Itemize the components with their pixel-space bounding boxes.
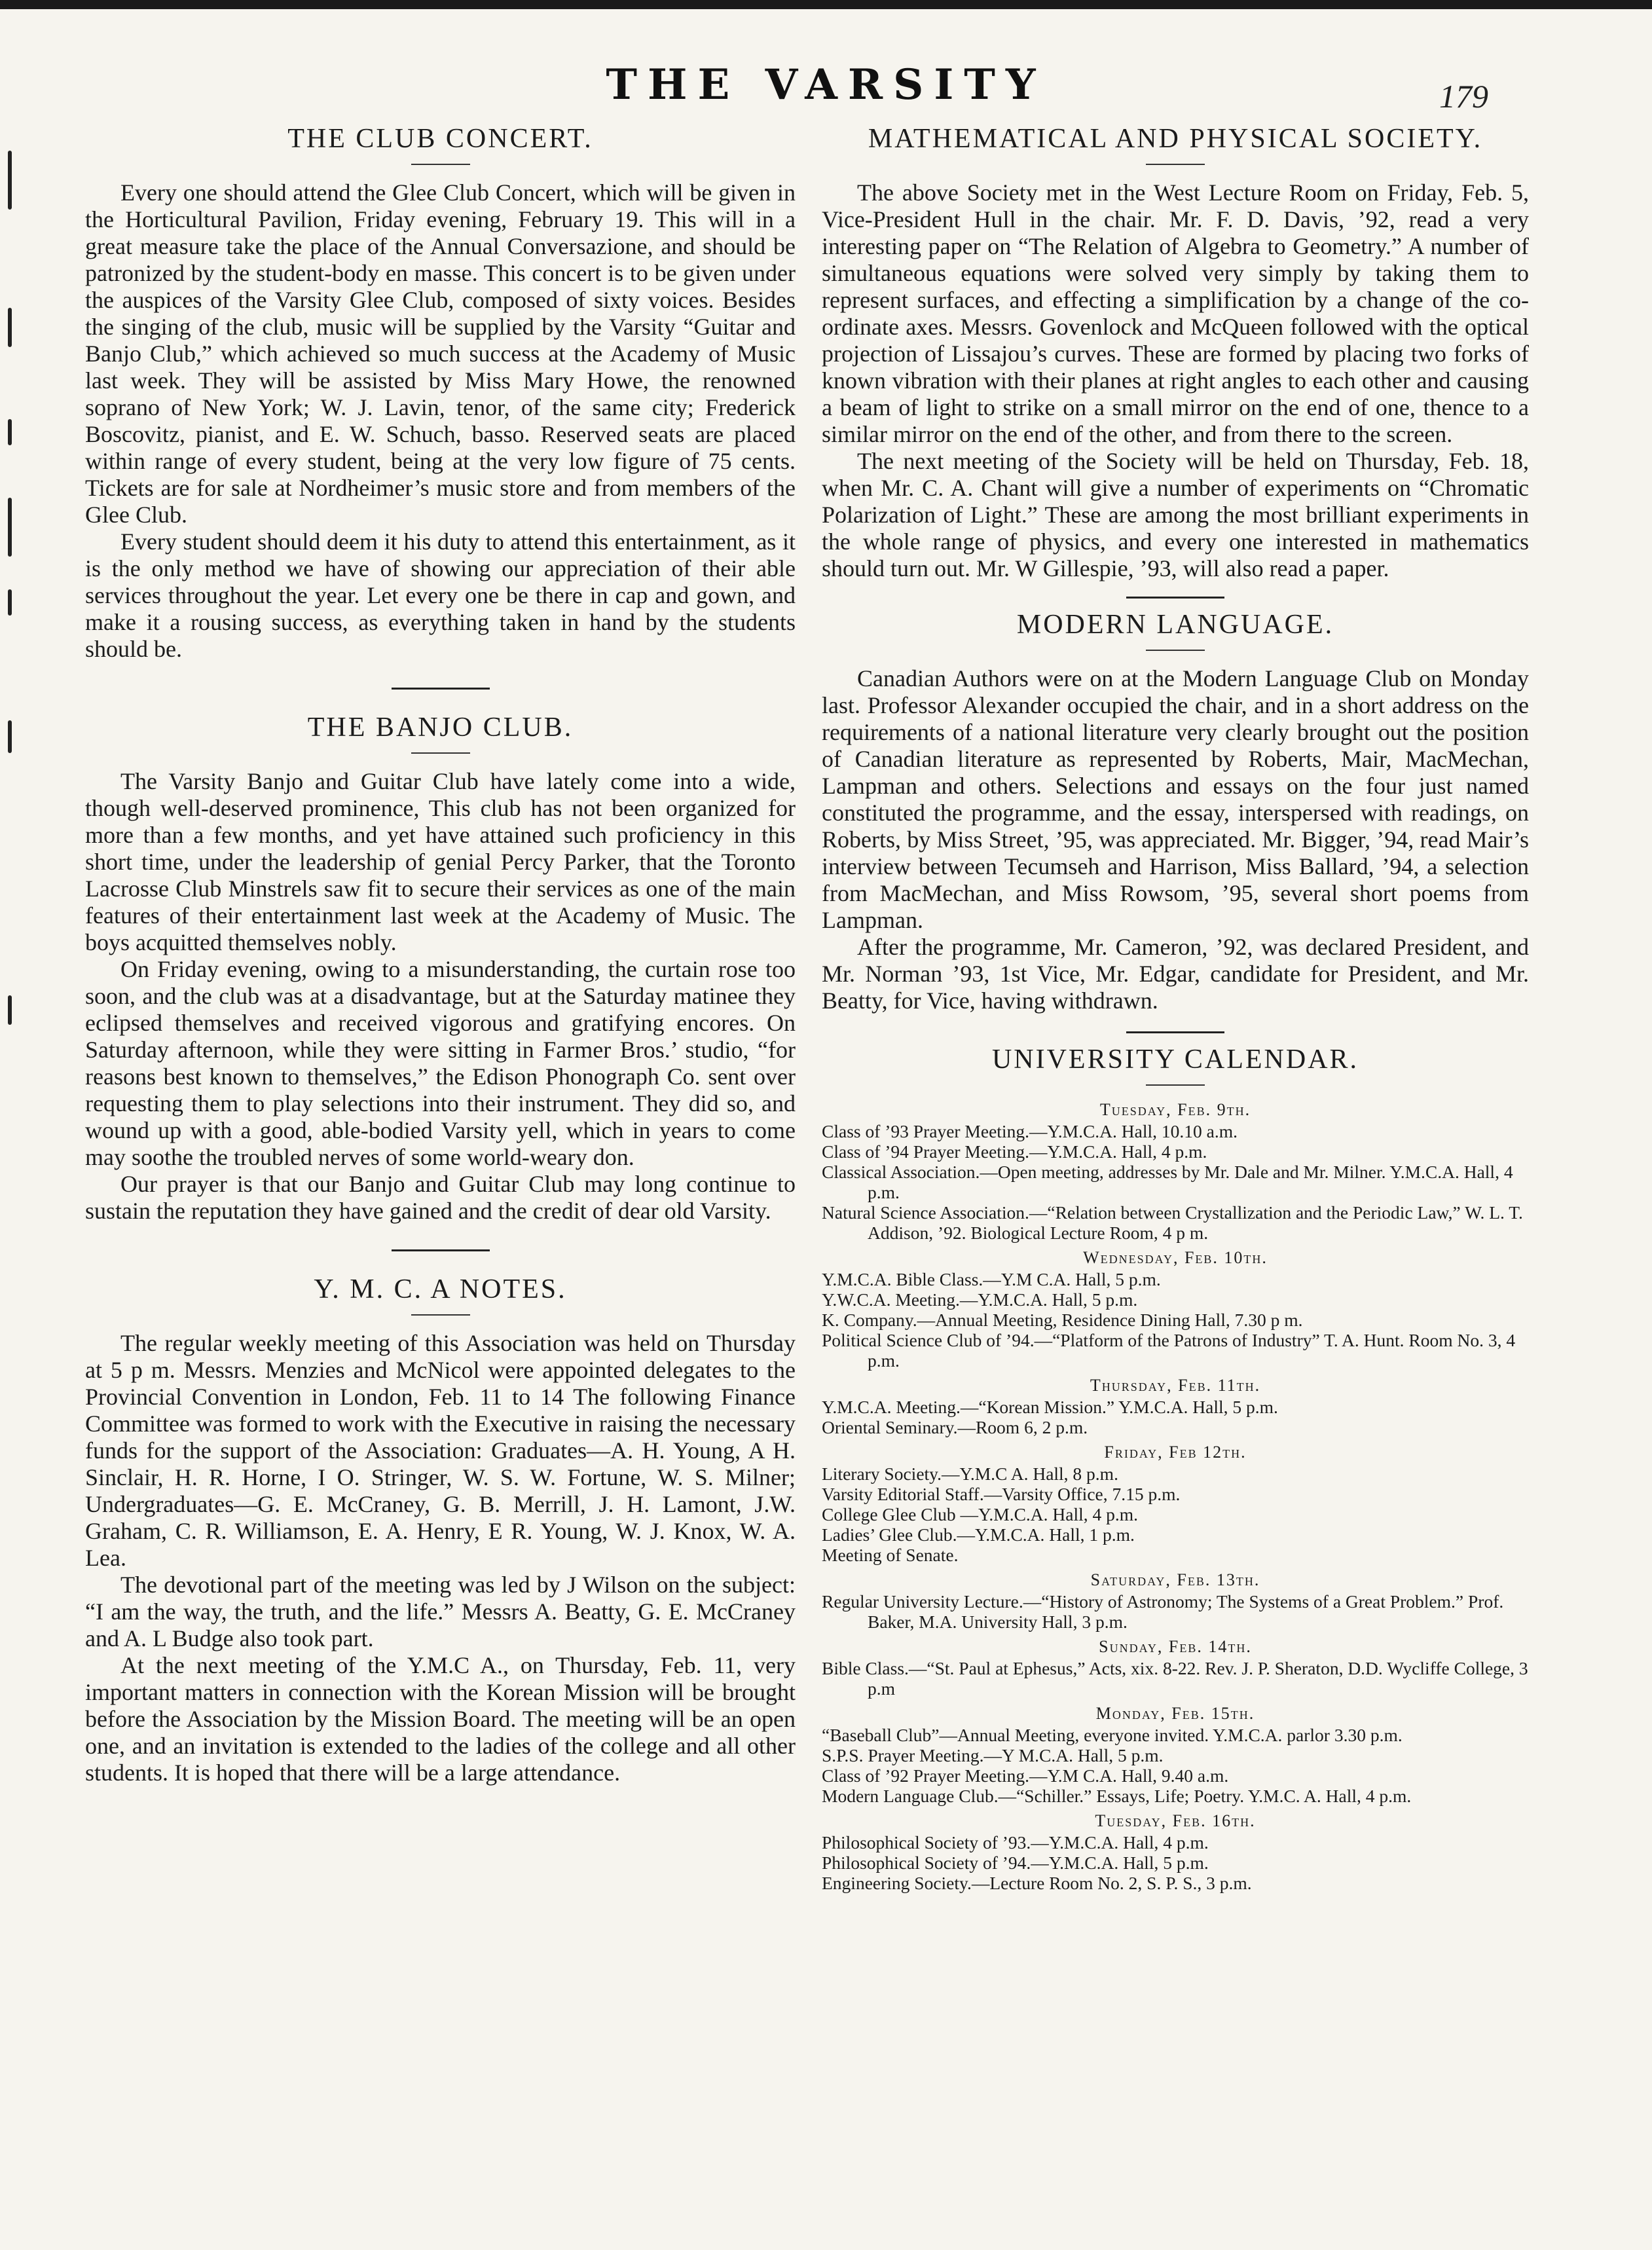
calendar-entry: Class of ’94 Prayer Meeting.—Y.M.C.A. Hall, 4 p.m. bbox=[822, 1141, 1207, 1162]
calendar-day-label: Thursday, Feb. 11th. bbox=[1090, 1376, 1261, 1395]
calendar-entry: Oriental Seminary.—Room 6, 2 p.m. bbox=[822, 1417, 1088, 1437]
calendar-day-label: Saturday, Feb. 13th. bbox=[1090, 1570, 1260, 1589]
calendar-entry: Engineering Society.—Lecture Room No. 2, S. P. S., 3 p.m. bbox=[822, 1873, 1252, 1893]
page-gutter-marks bbox=[0, 0, 46, 2250]
article-paragraph: Canadian Authors were on at the Modern Language Club on Monday last. Professor Alexander occupied the chair, and in a short address on the requirements of a national literature very clearly brought out the position of Canadian literature as represented by Roberts, Mair, MacMechan, Lampman and others. Selections and essays on the four just named constituted the programme, and the essay, interspersed with readings, on Roberts, by Miss Street, ’95, was appreciated. Mr. Bigger, ’94, read Mair’s interview between Tecumseh and Harrison, Miss Ballard, ’94, a selection from MacMechan, and Miss Rowsom, ’95, several short poems from Lampman. bbox=[822, 665, 1529, 933]
calendar-entry: Y.M.C.A. Bible Class.—Y.M C.A. Hall, 5 p.m. bbox=[822, 1269, 1161, 1289]
article-paragraph: The next meeting of the Society will be held on Thursday, Feb. 18, when Mr. C. A. Chant will give a number of experiments on “Chromatic Polarization of Light.” These are among the most brilliant experiments in the whole range of physics, and every one interested in mathematics should turn out. Mr. W Gillespie, ’93, will also read a paper. bbox=[822, 448, 1529, 581]
calendar-entry: Literary Society.—Y.M.C A. Hall, 8 p.m. bbox=[822, 1464, 1118, 1484]
calendar-day-label: Monday, Feb. 15th. bbox=[1095, 1704, 1255, 1723]
article-paragraph: The above Society met in the West Lecture Room on Friday, Feb. 5, Vice-President Hull in the chair. Mr. F. D. Davis, ’92, read a very interesting paper on “The Relation of Algebra to Geometry.” A number of simultaneous equations were solved very simply by taking them to represent surfaces, and effecting a simplification by a change of the co-ordinate axes. Messrs. Govenlock and McQueen followed with the optical projection of Lissajou’s curves. These are formed by placing two forks of known vibration with their planes at right angles to each other and causing a beam of light to strike on a small mirror on the end of one, thence to a similar mirror on the end of the other, and from there to the screen. bbox=[822, 179, 1529, 447]
article-paragraph: At the next meeting of the Y.M.C A., on Thursday, Feb. 11, very important matters in connection with the Korean Mission will be brought before the Association by the Mission Board. The meeting will be an open one, and an invitation is extended to the ladies of the college and all other students. It is hoped that there will be a large attendance. bbox=[85, 1652, 796, 1786]
article-paragraph: Our prayer is that our Banjo and Guitar Club may long continue to sustain the reputation they have gained and the credit of dear old Varsity. bbox=[85, 1171, 796, 1224]
article-heading: THE BANJO CLUB. bbox=[85, 712, 796, 754]
section-divider bbox=[392, 688, 490, 690]
section-divider bbox=[1126, 597, 1224, 599]
calendar-day-label: Wednesday, Feb. 10th. bbox=[1083, 1248, 1268, 1267]
calendar-entry: Natural Science Association.—“Relation between Crystallization and the Periodic Law,” W. L. T. Addison, ’92. Biological Lecture Room, 4 p m. bbox=[822, 1202, 1523, 1243]
calendar-entry: Class of ’93 Prayer Meeting.—Y.M.C.A. Hall, 10.10 a.m. bbox=[822, 1121, 1238, 1141]
calendar-entry: Class of ’92 Prayer Meeting.—Y.M C.A. Hall, 9.40 a.m. bbox=[822, 1765, 1229, 1786]
article-club-concert bbox=[85, 123, 796, 663]
calendar-entry: Meeting of Senate. bbox=[822, 1545, 959, 1565]
calendar-entry: Regular University Lecture.—“History of Astronomy; The Systems of a Great Problem.” Prof. Baker, M.A. University Hall, 3 p.m. bbox=[822, 1591, 1504, 1632]
article-paragraph: After the programme, Mr. Cameron, ’92, was declared President, and Mr. Norman ’93, 1st Vice, Mr. Edgar, candidate for President, and Mr. Beatty, for Vice, having withdrawn. bbox=[822, 934, 1529, 1014]
article-heading: THE CLUB CONCERT. bbox=[85, 123, 796, 165]
article-paragraph: The Varsity Banjo and Guitar Club have lately come into a wide, though well-deserved prominence, This club has not been organized for more than a few months, and yet have attained such proficiency in this short time, under the leadership of genial Percy Parker, that the Toronto Lacrosse Club Minstrels saw fit to secure their services as one of the main features of their entertainment last week at the Academy of Music. The boys acquitted themselves nobly. bbox=[85, 768, 796, 955]
calendar-entry: Ladies’ Glee Club.—Y.M.C.A. Hall, 1 p.m. bbox=[822, 1524, 1135, 1545]
calendar-day-label: Friday, Feb 12th. bbox=[1104, 1443, 1247, 1462]
calendar-entry: Modern Language Club.—“Schiller.” Essays, Life; Poetry. Y.M.C. A. Hall, 4 p.m. bbox=[822, 1786, 1412, 1806]
section-divider bbox=[1126, 1031, 1224, 1033]
article-paragraph: Every student should deem it his duty to attend this entertainment, as it is the only method we have of showing our appreciation of their able services throughout the year. Let every one be there in cap and gown, and make it a rousing success, as everything taken in hand by the students should be. bbox=[85, 528, 796, 662]
calendar-day-label: Sunday, Feb. 14th. bbox=[1099, 1637, 1252, 1656]
calendar-entry: College Glee Club —Y.M.C.A. Hall, 4 p.m. bbox=[822, 1504, 1139, 1524]
calendar-entry: Varsity Editorial Staff.—Varsity Office, 7.15 p.m. bbox=[822, 1484, 1181, 1504]
article-heading: MODERN LANGUAGE. bbox=[822, 609, 1529, 651]
article-mathematical-society bbox=[822, 123, 1529, 582]
calendar-entry: K. Company.—Annual Meeting, Residence Dining Hall, 7.30 p m. bbox=[822, 1310, 1303, 1330]
calendar-entry: S.P.S. Prayer Meeting.—Y M.C.A. Hall, 5 p.m. bbox=[822, 1745, 1164, 1765]
article-paragraph: The regular weekly meeting of this Association was held on Thursday at 5 p m. Messrs. Menzies and McNicol were appointed delegates to the Provincial Convention in London, Feb. 11 to 14 The following Finance Committee was formed to work with the Executive in raising the necessary funds for the support of the Association: Graduates—A. H. Young, A H. Sinclair, H. R. Horne, I O. Stringer, W. S. W. Fortune, W. S. Milner; Undergraduates—G. E. McCraney, G. B. Merrill, J. H. Lamont, J.W. Graham, C. R. Williamson, E. A. Henry, E R. Young, W. J. Knox, W. A. Lea. bbox=[85, 1330, 796, 1571]
calendar-day-label: Tuesday, Feb. 9th. bbox=[1099, 1100, 1251, 1119]
section-divider bbox=[392, 1249, 490, 1251]
calendar-entry: “Baseball Club”—Annual Meeting, everyone invited. Y.M.C.A. parlor 3.30 p.m. bbox=[822, 1725, 1403, 1745]
article-paragraph: The devotional part of the meeting was led by J Wilson on the subject: “I am the way, the truth, and the life.” Messrs A. Beatty, G. E. McCraney and A. L Budge also took part. bbox=[85, 1572, 796, 1651]
masthead: THE VARSITY bbox=[606, 60, 1046, 109]
article-heading: Y. M. C. A NOTES. bbox=[85, 1274, 796, 1316]
calendar-entry: Philosophical Society of ’93.—Y.M.C.A. Hall, 4 p.m. bbox=[822, 1832, 1209, 1853]
calendar-entry: Bible Class.—“St. Paul at Ephesus,” Acts, xix. 8-22. Rev. J. P. Sheraton, D.D. Wycliffe College, 3 p.m bbox=[822, 1658, 1528, 1699]
university-calendar bbox=[822, 1044, 1529, 1893]
calendar-entry: Philosophical Society of ’94.—Y.M.C.A. Hall, 5 p.m. bbox=[822, 1853, 1209, 1873]
article-heading: MATHEMATICAL AND PHYSICAL SOCIETY. bbox=[822, 123, 1529, 165]
article-ymca-notes bbox=[85, 1274, 796, 1786]
calendar-entry: Y.W.C.A. Meeting.—Y.M.C.A. Hall, 5 p.m. bbox=[822, 1289, 1138, 1310]
calendar-heading: UNIVERSITY CALENDAR. bbox=[822, 1044, 1529, 1086]
calendar-entry: Political Science Club of ’94.—“Platform of the Patrons of Industry” T. A. Hunt. Room No. 3, 4 p.m. bbox=[822, 1330, 1516, 1371]
calendar-entry: Y.M.C.A. Meeting.—“Korean Mission.” Y.M.C.A. Hall, 5 p.m. bbox=[822, 1397, 1278, 1417]
calendar-entry: Classical Association.—Open meeting, addresses by Mr. Dale and Mr. Milner. Y.M.C.A. Hall, 4 p.m. bbox=[822, 1162, 1513, 1202]
article-paragraph: Every one should attend the Glee Club Concert, which will be given in the Horticultural Pavilion, Friday evening, February 19. This will in a great measure take the place of the Annual Conversazione, and should be patronized by the student-body en masse. This concert is to be given under the auspices of the Varsity Glee Club, composed of sixty voices. Besides the singing of the club, music will be supplied by the Varsity “Guitar and Banjo Club,” which achieved so much success at the Academy of Music last week. They will be assisted by Miss Mary Howe, the renowned soprano of New York; W. J. Lavin, tenor, of the same city; Frederick Boscovitz, pianist, and E. W. Schuch, basso. Reserved seats are placed within range of every student, being at the very low figure of 75 cents. Tickets are for sale at Nordheimer’s music store and from members of the Glee Club. bbox=[85, 179, 796, 528]
article-modern-language bbox=[822, 609, 1529, 1014]
left-column bbox=[85, 118, 796, 1786]
top-rule bbox=[0, 0, 1652, 9]
calendar-day-label: Tuesday, Feb. 16th. bbox=[1095, 1811, 1256, 1830]
right-column bbox=[822, 118, 1529, 1893]
article-paragraph: On Friday evening, owing to a misunderstanding, the curtain rose too soon, and the club was at a disadvantage, but at the Saturday matinee they eclipsed themselves and received vigorous and gratifying encores. On Saturday afternoon, while they were sitting in Farmer Bros.’ studio, “for reasons best known to themselves,” the Edison Phonograph Co. sent over requesting them to play selections into their instrument. They did so, and wound up with a good, able-bodied Varsity yell, which in years to come may soothe the troubled nerves of some world-weary don. bbox=[85, 956, 796, 1170]
article-banjo-club bbox=[85, 712, 796, 1225]
page-number: 179 bbox=[1439, 78, 1488, 115]
